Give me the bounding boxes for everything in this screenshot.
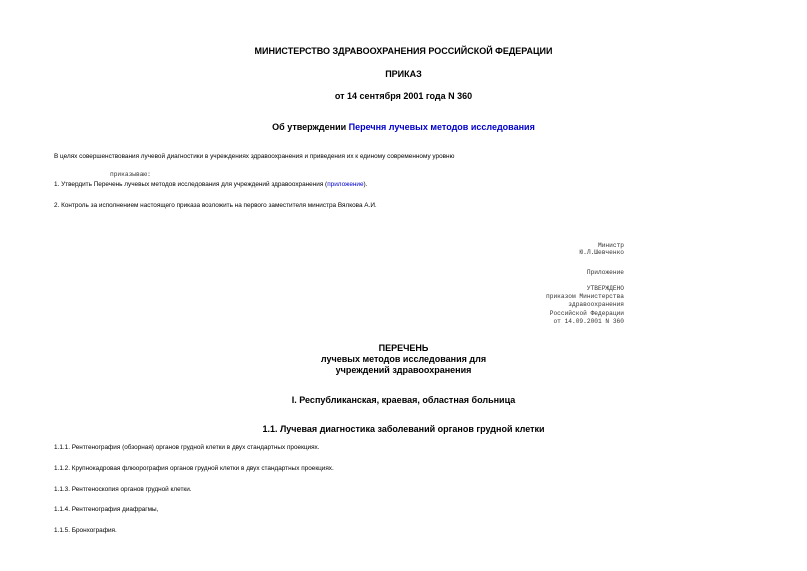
order-subject [0, 122, 807, 132]
order-item-1-suffix: ). [363, 181, 368, 188]
section-heading: I. Республиканская, краевая, областная больница [291, 395, 516, 405]
appendix-title-link[interactable]: Перечня лучевых методов исследования [348, 122, 535, 132]
preamble-text: В целях совершенствования лучевой диагностики в учреждениях здравоохранения и приведения их к единому современному уровню [54, 153, 455, 160]
appendix-label: Приложение [586, 269, 624, 276]
list-item: 1.1.3. Рентгеноскопия органов грудной клетки. [54, 486, 192, 493]
list-title-line: ПЕРЕЧЕНЬ [378, 343, 429, 353]
order-item-1 [54, 181, 367, 188]
order-item-2: 2. Контроль за исполнением настоящего приказа возложить на первого заместителя министра Вялкова А.И. [54, 202, 377, 209]
list-item: 1.1.1. Рентгенография (обзорная) органов грудной клетки в двух стандартных проекциях. [54, 444, 320, 451]
list-title [0, 343, 807, 376]
approval-line: приказом Министерства [546, 293, 624, 301]
approval-block [546, 285, 624, 326]
ministry-heading: МИНИСТЕРСТВО ЗДРАВООХРАНЕНИЯ РОССИЙСКОЙ ФЕДЕРАЦИИ [254, 46, 553, 56]
order-date-line: от 14 сентября 2001 года N 360 [334, 91, 473, 101]
appendix-link[interactable]: приложение [327, 181, 364, 188]
order-subject-prefix: Об утверждении [272, 122, 349, 132]
approval-line: Российской Федерации [549, 309, 624, 317]
list-title-line: учреждений здравоохранения [335, 365, 472, 375]
signature-block [579, 242, 624, 256]
list-title-line: лучевых методов исследования для [320, 354, 487, 364]
doc-type-heading: ПРИКАЗ [385, 69, 422, 79]
signature-name: Ю.Л.Шевченко [579, 249, 624, 256]
list-item: 1.1.5. Бронхография. [54, 527, 117, 534]
order-item-1-prefix: 1. Утвердить Перечень лучевых методов исследования для учреждений здравоохранения ( [54, 181, 328, 188]
approval-line: здравоохранения [568, 301, 624, 309]
subsection-heading: 1.1. Лучевая диагностика заболеваний органов грудной клетки [262, 424, 545, 434]
order-word: приказываю: [110, 171, 151, 178]
list-item: 1.1.2. Крупнокадровая флюорография органов грудной клетки в двух стандартных проекциях. [54, 465, 334, 472]
approval-line: от 14.09.2001 N 360 [553, 317, 624, 325]
list-item: 1.1.4. Рентгенография диафрагмы, [54, 506, 159, 513]
approval-line: УТВЕРЖДЕНО [586, 285, 624, 292]
signature-title: Министр [598, 242, 624, 249]
